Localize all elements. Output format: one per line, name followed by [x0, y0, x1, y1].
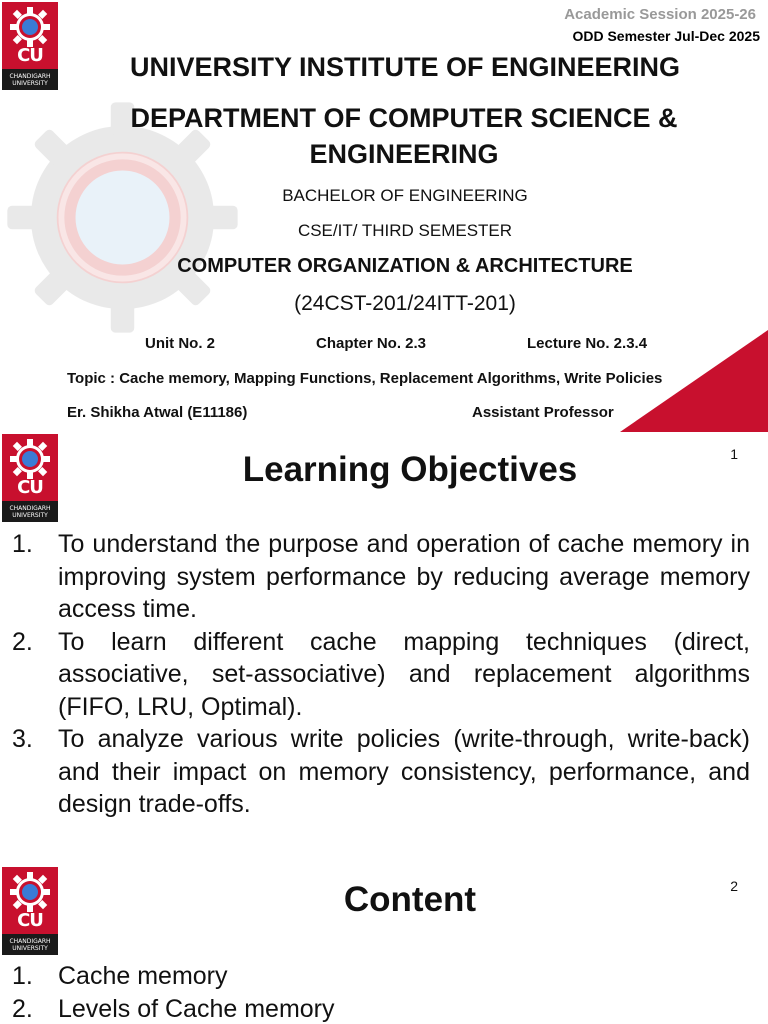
slide-title: Content — [343, 880, 477, 919]
list-item — [12, 993, 750, 1024]
content-slide — [0, 864, 768, 1024]
list-item — [12, 528, 750, 626]
objectives-slide — [0, 432, 768, 864]
semester-label: ODD Semester Jul-Dec 2025 — [572, 28, 760, 44]
academic-session: Academic Session 2025-26 — [564, 6, 756, 23]
chandigarh-university-logo — [2, 867, 58, 955]
logo-abbreviation: CU — [17, 477, 43, 498]
logo-university-name: CHANDIGARH UNIVERSITY — [2, 69, 58, 90]
list-item-number: 2. — [12, 627, 33, 656]
slide-number: 1 — [730, 446, 738, 462]
logo-university-name: CHANDIGARH UNIVERSITY — [2, 501, 58, 522]
logo-university-name: CHANDIGARH UNIVERSITY — [2, 934, 58, 955]
degree-name: BACHELOR OF ENGINEERING — [282, 186, 528, 205]
chandigarh-university-logo — [2, 2, 58, 90]
chandigarh-university-logo — [2, 434, 58, 522]
list-item — [12, 626, 750, 724]
list-item — [12, 960, 750, 993]
list-item-number: 3. — [12, 725, 33, 753]
logo-abbreviation: CU — [17, 45, 43, 66]
course-code: (24CST-201/24ITT-201) — [294, 292, 516, 315]
course-title: COMPUTER ORGANIZATION & ARCHITECTURE — [177, 255, 633, 277]
list-item — [12, 723, 750, 821]
objectives-list — [12, 528, 750, 821]
slide-title: Learning Objectives — [242, 450, 578, 489]
list-item-text: Levels of Cache memory — [58, 994, 335, 1023]
gear-globe-icon — [10, 7, 50, 47]
title-slide — [0, 0, 768, 432]
chapter-number: Chapter No. 2.3 — [316, 335, 427, 352]
gear-globe-icon — [10, 439, 50, 479]
logo-abbreviation: CU — [17, 910, 43, 931]
list-item-text: Cache memory — [58, 962, 228, 990]
gear-globe-icon — [10, 872, 50, 912]
list-item-text: To learn different cache mapping techniques (direct, associative, set-associative) and replacement algorithms (FIFO, LRU, Optimal). — [58, 627, 750, 721]
list-item-number: 1. — [12, 962, 33, 990]
list-item-number: 1. — [12, 530, 33, 558]
author-designation: Assistant Professor — [472, 404, 614, 421]
list-item-text: To understand the purpose and operation of cache memory in improving system performance by reducing average memory access time. — [58, 530, 750, 623]
program-semester: CSE/IT/ THIRD SEMESTER — [297, 221, 513, 240]
content-list — [12, 960, 750, 1024]
list-item-text: To analyze various write policies (write-through, write-back) and their impact on memory consistency, performance, and design trade-offs. — [58, 725, 750, 818]
department-name: DEPARTMENT OF COMPUTER SCIENCE & ENGINEERING — [130, 103, 678, 169]
lecture-number: Lecture No. 2.3.4 — [527, 335, 648, 352]
institute-name: UNIVERSITY INSTITUTE OF ENGINEERING — [129, 52, 681, 82]
slide-number: 2 — [730, 878, 738, 894]
unit-number: Unit No. 2 — [145, 335, 215, 352]
list-item-number: 2. — [12, 994, 33, 1023]
author-name: Er. Shikha Atwal (E11186) — [67, 404, 248, 421]
lecture-topic: Topic : Cache memory, Mapping Functions, Replacement Algorithms, Write Policies — [67, 370, 663, 387]
